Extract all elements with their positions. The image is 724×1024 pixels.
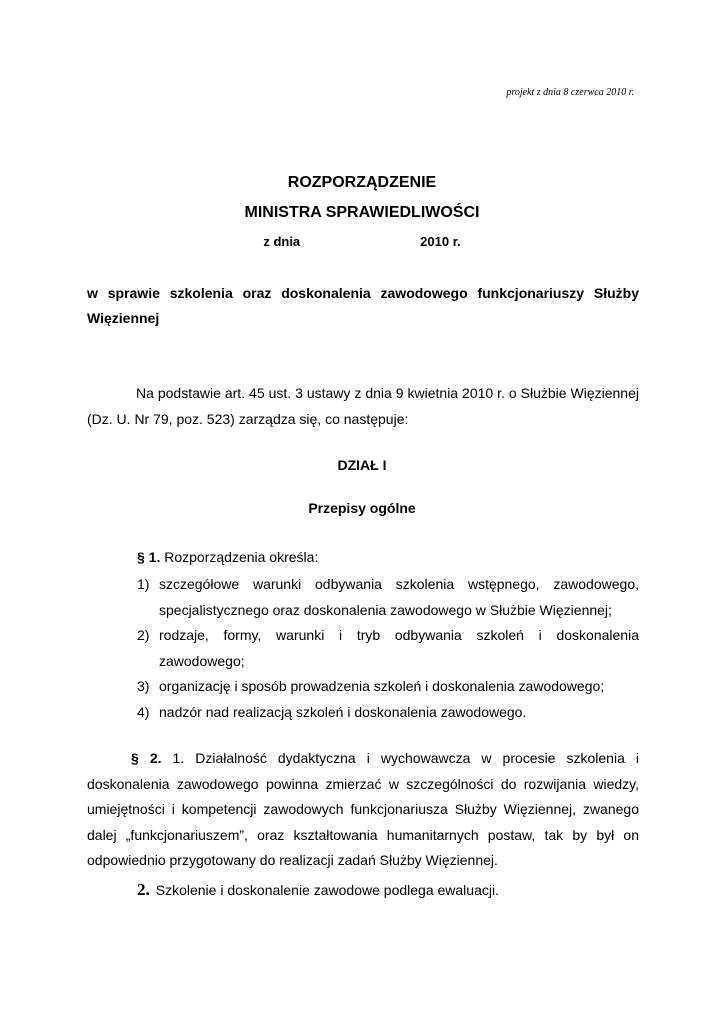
document-title: ROZPORZĄDZENIE <box>287 174 437 191</box>
date-suffix: 2010 r. <box>420 234 461 249</box>
paragraph-1-intro-text: Rozporządzenia określa: <box>164 549 319 565</box>
list-item <box>137 700 639 726</box>
date-prefix: z dnia <box>263 234 301 249</box>
document-issuer: MINISTRA SPRAWIEDLIWOŚCI <box>244 204 480 221</box>
paragraph-2-symbol: § 2. <box>131 750 162 766</box>
section-heading: DZIAŁ I <box>337 457 387 473</box>
list-item-number: 2) <box>137 627 150 643</box>
document-subject: w sprawie szkolenia oraz doskonalenia zawodowego funkcjonariuszy Służby Więziennej <box>87 285 639 326</box>
paragraph-2-point-1-number: 1. <box>172 750 185 766</box>
legal-basis: Na podstawie art. 45 ust. 3 ustawy z dnia 9 kwietnia 2010 r. o Służbie Więziennej (Dz. U. Nr 79, poz. 523) zarządza się, co następuje: <box>87 385 639 427</box>
list-item <box>137 674 639 700</box>
paragraph-1-list <box>137 572 639 725</box>
paragraph-2-point-1-text: Działalność dydaktyczna i wychowawcza w procesie szkolenia i doskonalenia zawodowego powinna zmierzać w szczególności do rozwijania wiedzy, umiejętności i kompetencji zawodowych funkcjonariusza Służby Więziennej, zwanego dalej „funkcjonariuszem”, oraz kształtowania humanitarnych postaw, tak by był on odpowiednio przygotowany do realizacji zadań Służby Więziennej. <box>87 750 640 868</box>
paragraph-2-point-2 <box>137 880 499 900</box>
paragraph-1-symbol: § 1. <box>137 549 161 565</box>
document-date <box>0 234 724 249</box>
list-item-number: 1) <box>137 576 150 592</box>
paragraph-2-point-2-text: Szkolenie i doskonalenie zawodowe podlega ewaluacji. <box>155 882 499 898</box>
list-item-text: szczegółowe warunki odbywania szkolenia wstępnego, zawodowego, specjalistycznego oraz doskonalenia zawodowego w Służbie Więziennej; <box>159 576 639 618</box>
draft-note: projekt z dnia 8 czerwca 2010 r. <box>506 87 634 98</box>
list-item-text: nadzór nad realizacją szkoleń i doskonalenia zawodowego. <box>159 703 527 720</box>
paragraph-1-intro <box>137 549 318 565</box>
list-item <box>137 623 639 674</box>
list-item <box>137 572 639 623</box>
list-item-text: organizację i sposób prowadzenia szkoleń i doskonalenia zawodowego; <box>159 678 605 694</box>
list-item-text: rodzaje, formy, warunki i tryb odbywania szkoleń i doskonalenia zawodowego; <box>159 627 639 669</box>
section-subheading: Przepisy ogólne <box>308 500 416 516</box>
paragraph-2-point-1 <box>87 746 639 874</box>
list-item-number: 4) <box>137 703 150 720</box>
list-item-number: 3) <box>137 678 150 694</box>
paragraph-2-point-2-number: 2. <box>137 880 150 899</box>
